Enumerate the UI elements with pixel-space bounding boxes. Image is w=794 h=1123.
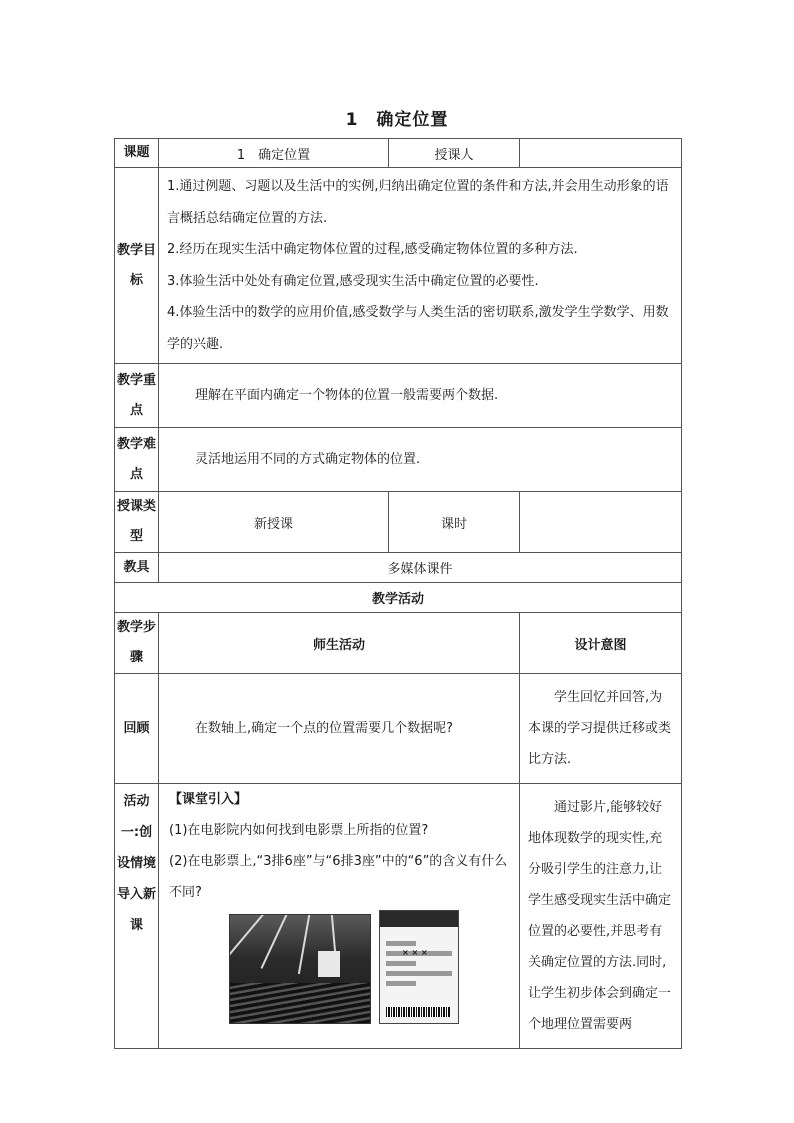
cinema-hall-image [229, 914, 371, 1024]
activity1-row [115, 784, 682, 1049]
review-row [115, 674, 682, 784]
objectives-row [115, 168, 682, 364]
difficulties-text: 灵活地运用不同的方式确定物体的位置. [159, 428, 682, 492]
tools-label: 教具 [115, 553, 159, 583]
objective-4: 4.体验生活中的数学的应用价值,感受数学与人类生活的密切联系,激发学生学数学、用数学的兴趣. [167, 305, 669, 352]
difficulties-label: 教学难点 [115, 428, 159, 492]
review-intent: 学生回忆并回答,为本课的学习提供迁移或类比方法. [520, 674, 682, 784]
key-points-row [115, 364, 682, 428]
activity1-images [169, 908, 509, 1028]
review-label: 回顾 [115, 674, 159, 784]
topic-label: 课题 [115, 139, 159, 168]
activity1-content [159, 784, 520, 1049]
class-type-row [115, 492, 682, 553]
objective-1: 1.通过例题、习题以及生活中的实例,归纳出确定位置的条件和方法,并会用生动形象的语言概括总结确定位置的方法. [167, 179, 669, 226]
key-points-label: 教学重点 [115, 364, 159, 428]
activity1-question-1: (1)在电影院内如何找到电影票上所指的位置? [169, 823, 429, 838]
movie-ticket-image [379, 910, 459, 1024]
teacher-value [520, 139, 682, 168]
class-type-value: 新授课 [159, 492, 389, 553]
objectives-content [159, 168, 682, 364]
activity1-label: 活动一:创设情境导入新课 [115, 784, 159, 1049]
activity-column-label: 师生活动 [159, 613, 520, 674]
activity1-intro-title: 【课堂引入】 [169, 792, 248, 807]
topic-row [115, 139, 682, 168]
activities-header: 教学活动 [115, 583, 682, 613]
steps-label: 教学步骤 [115, 613, 159, 674]
topic-value: 1 确定位置 [159, 139, 389, 168]
class-type-label: 授课类型 [115, 492, 159, 553]
title-text: 确定位置 [376, 110, 449, 130]
activity1-question-2: (2)在电影票上,“3排6座”与“6排3座”中的“6”的含义有什么不同? [169, 854, 508, 900]
teacher-label: 授课人 [389, 139, 520, 168]
objective-3: 3.体验生活中处处有确定位置,感受现实生活中确定位置的必要性. [167, 273, 539, 289]
steps-header-row [115, 613, 682, 674]
class-hours-value [520, 492, 682, 553]
title-number: 1 [345, 110, 359, 130]
tools-row [115, 553, 682, 583]
activity1-intent: 通过影片,能够较好地体现数学的现实性,充分吸引学生的注意力,让学生感受现实生活中确定位置的必要性,并思考有关确定位置的方法.同时,让学生初步体会到确定一个地理位置需要两 [520, 784, 682, 1049]
activities-header-row [115, 583, 682, 613]
review-activity: 在数轴上,确定一个点的位置需要几个数据呢? [159, 674, 520, 784]
lesson-plan-table [114, 138, 682, 1049]
intent-column-label: 设计意图 [520, 613, 682, 674]
tools-value: 多媒体课件 [159, 553, 682, 583]
difficulties-row [115, 428, 682, 492]
ticket-text: × × × [402, 948, 428, 957]
class-hours-label: 课时 [389, 492, 520, 553]
objective-2: 2.经历在现实生活中确定物体位置的过程,感受确定物体位置的多种方法. [167, 242, 578, 257]
document-title [0, 105, 794, 130]
key-points-text: 理解在平面内确定一个物体的位置一般需要两个数据. [159, 364, 682, 428]
objectives-label: 教学目标 [115, 168, 159, 364]
